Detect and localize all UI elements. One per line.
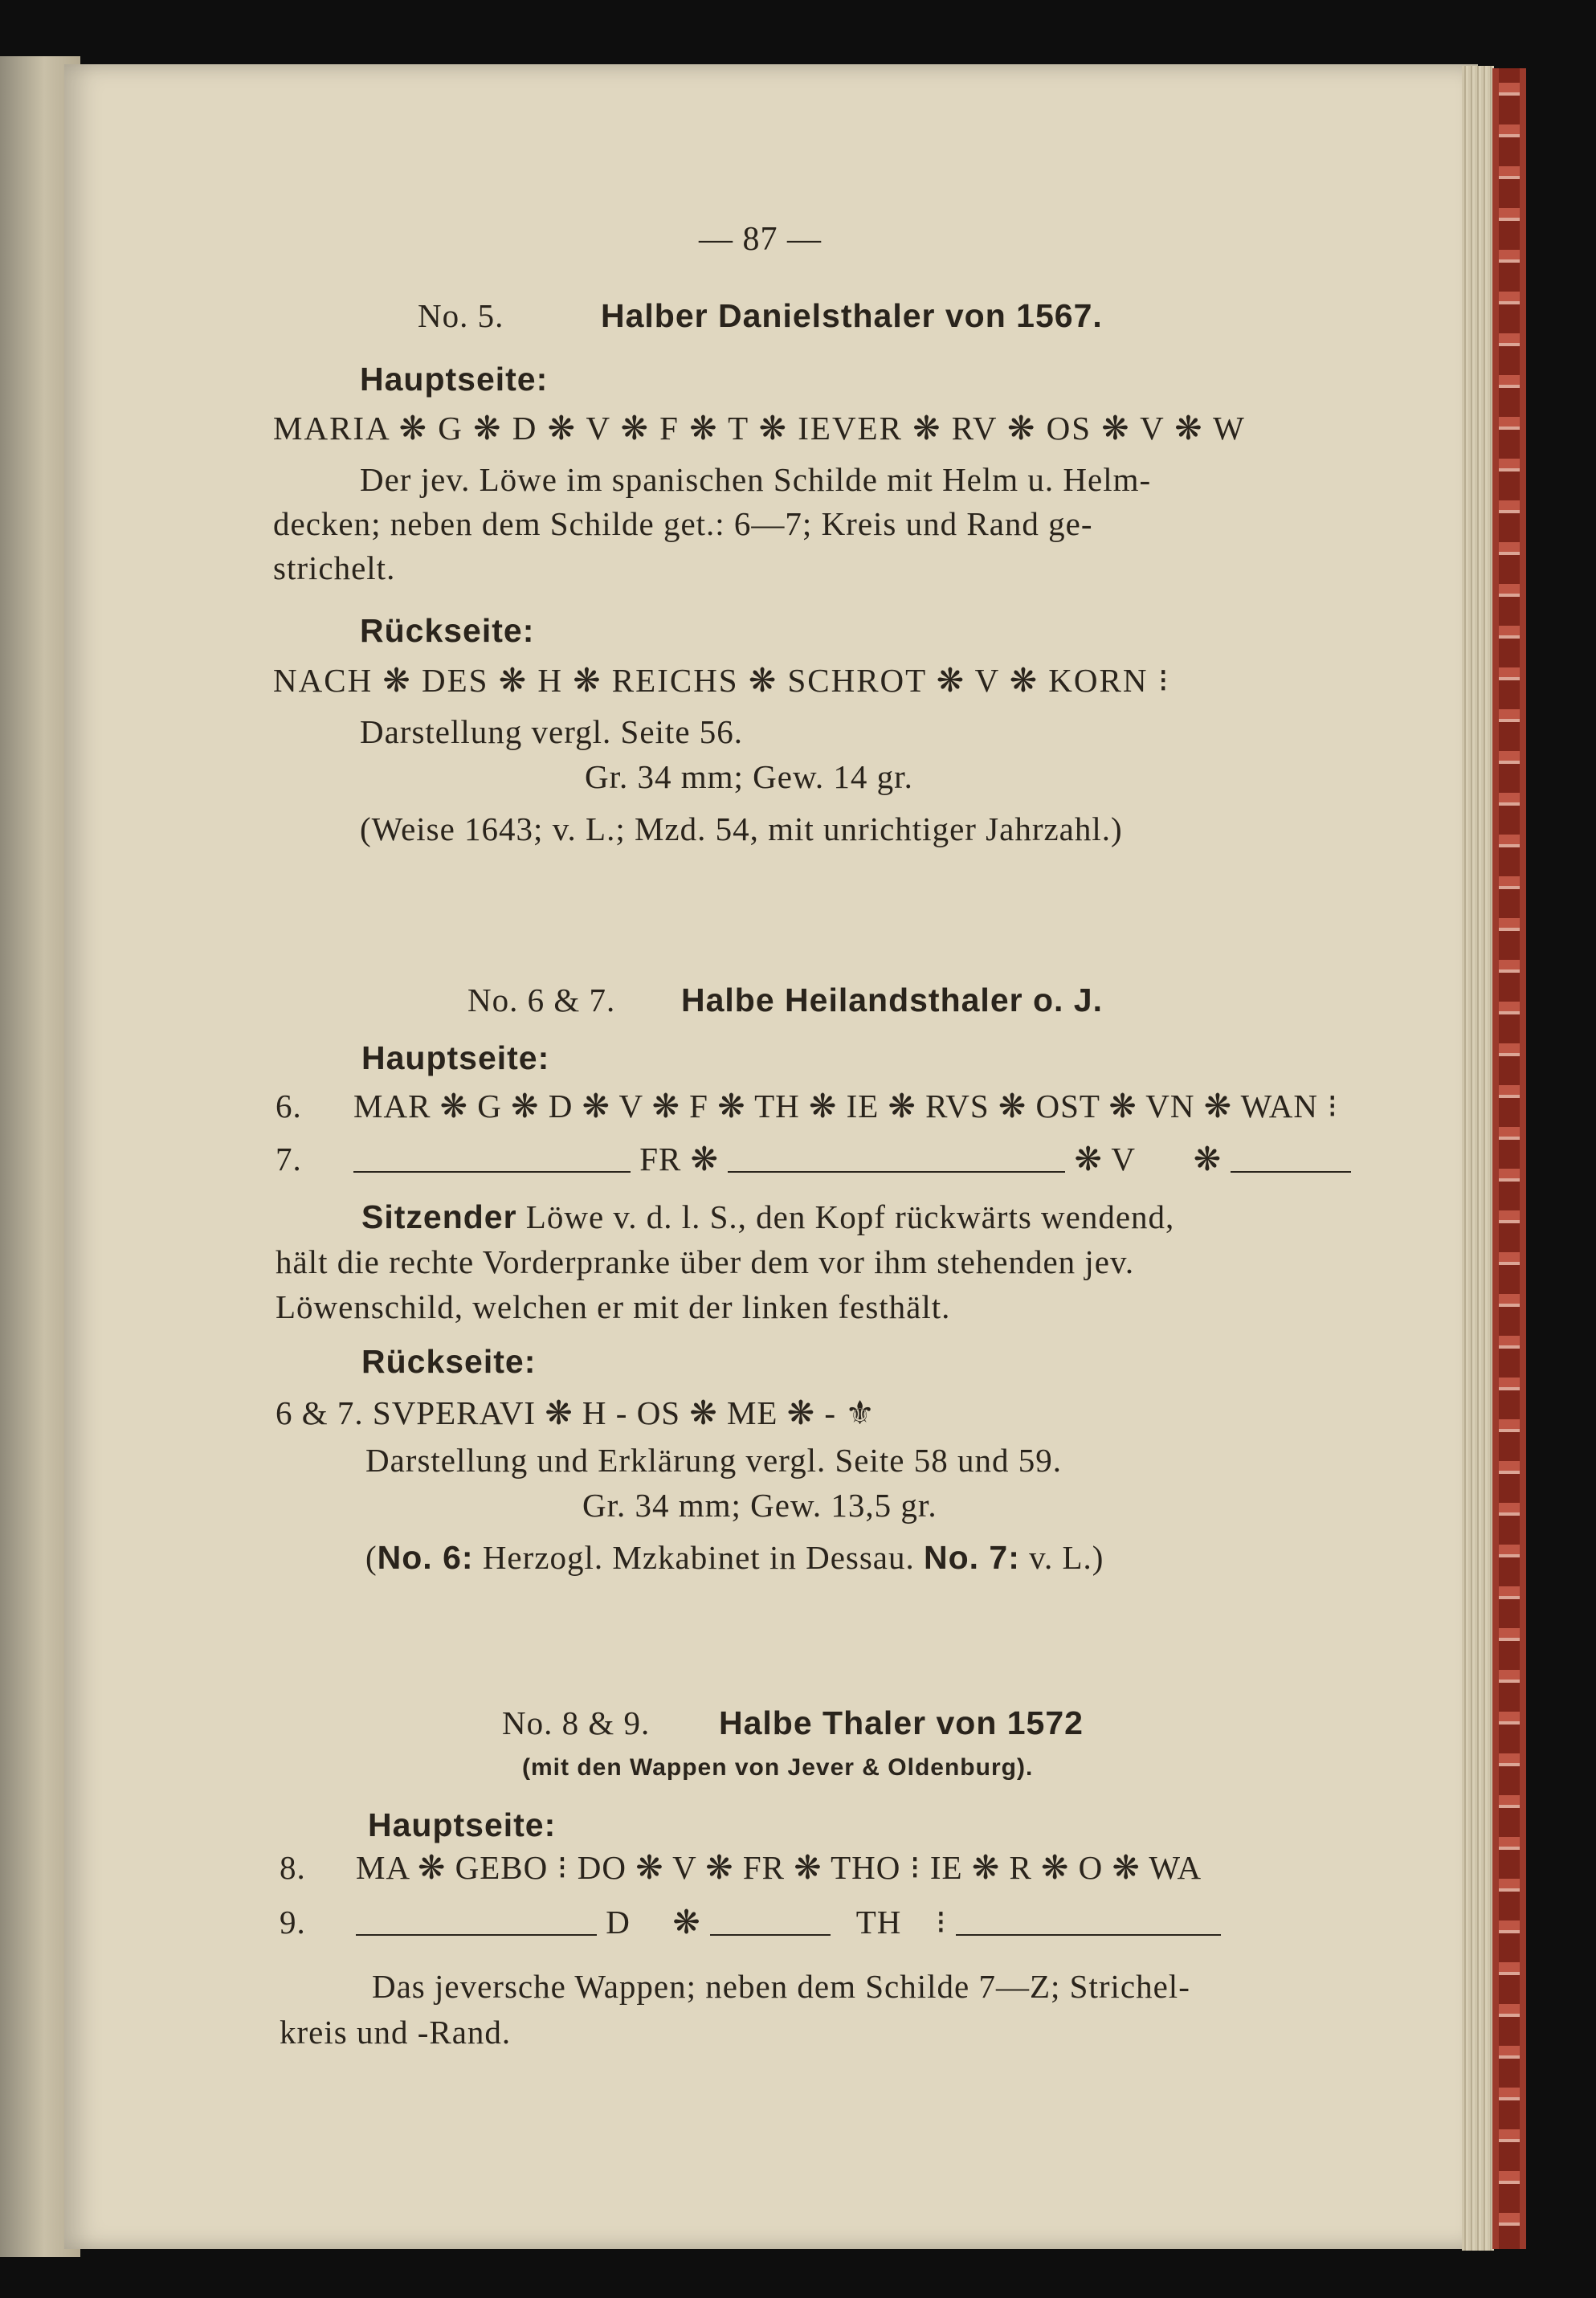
- section-5-front-label: Hauptseite:: [360, 361, 549, 398]
- row-7-legend: [353, 1139, 1351, 1179]
- section-5-back-label: Rückseite:: [360, 612, 535, 649]
- row-6-legend: MAR ❋ G ❋ D ❋ V ❋ F ❋ TH ❋ IE ❋ RVS ❋ OST ❋ VN ❋ WAN ⁝: [353, 1088, 1339, 1125]
- section-5-note: (Weise 1643; v. L.; Mzd. 54, mit unrichtiger Jahrzahl.): [360, 810, 1123, 847]
- section-6-7-desc-line-1: [361, 1197, 1174, 1237]
- section-8-9-front-label: Hauptseite:: [368, 1806, 557, 1843]
- row-7-part-c: ❋: [1193, 1141, 1223, 1178]
- section-5-back-desc: Darstellung vergl. Seite 56.: [360, 713, 744, 750]
- section-8-9-subtitle: (mit den Wappen von Jever & Oldenburg).: [522, 1754, 1034, 1781]
- note-label-7: No. 7:: [924, 1539, 1020, 1576]
- page-number: — 87 —: [699, 221, 822, 258]
- section-6-7-back-label: Rückseite:: [361, 1343, 537, 1380]
- section-6-7-back-legend: 6 & 7. SVPERAVI ❋ H - OS ❋ ME ❋ - ⚜: [276, 1394, 876, 1431]
- row-7-part-b: ❋ V: [1074, 1141, 1136, 1178]
- section-5-desc-line-1: Der jev. Löwe im spanischen Schilde mit Helm u. Helm-: [360, 461, 1152, 498]
- row-9-number: 9.: [280, 1904, 306, 1941]
- section-6-7-back-desc: Darstellung und Erklärung vergl. Seite 58 und 59.: [365, 1442, 1062, 1479]
- section-8-9-desc-line-1: Das jeversche Wappen; neben dem Schilde 7—Z; Strichel-: [372, 1968, 1190, 2005]
- section-8-9-number: No. 8 & 9.: [502, 1704, 651, 1741]
- section-6-7-number: No. 6 & 7.: [467, 982, 616, 1018]
- desc-lead-word: Sitzender: [361, 1198, 517, 1235]
- row-9-part-a: D: [606, 1904, 631, 1941]
- section-5-desc-line-2: decken; neben dem Schilde get.: 6—7; Kreis und Rand ge-: [273, 505, 1093, 542]
- section-6-7-front-label: Hauptseite:: [361, 1039, 550, 1076]
- row-6-number: 6.: [276, 1088, 302, 1125]
- row-7-part-a: FR ❋: [639, 1141, 720, 1178]
- row-8-number: 8.: [280, 1849, 306, 1886]
- section-6-7-title: Halbe Heilandsthaler o. J.: [681, 982, 1103, 1018]
- omission-line: [956, 1916, 1221, 1936]
- row-9-part-c: TH: [855, 1904, 902, 1941]
- section-5-number: No. 5.: [418, 297, 504, 334]
- row-9-part-d: ⁝: [935, 1904, 947, 1941]
- section-6-7-note: (No. 6: Herzogl. Mzkabinet in Dessau. No. 7: v. L.): [365, 1539, 1104, 1576]
- row-9-part-b: ❋: [672, 1904, 701, 1941]
- section-6-7-desc-line-2: hält die rechte Vorderpranke über dem vor ihm stehenden jev.: [276, 1243, 1135, 1280]
- row-7-number: 7.: [276, 1141, 302, 1178]
- omission-line: [710, 1916, 831, 1936]
- omission-line: [728, 1153, 1065, 1173]
- section-6-7-desc-line-3: Löwenschild, welchen er mit der linken festhält.: [276, 1288, 951, 1325]
- section-6-7-measure: Gr. 34 mm; Gew. 13,5 gr.: [582, 1487, 937, 1524]
- note-label-6: No. 6:: [377, 1539, 474, 1576]
- omission-line: [356, 1916, 597, 1936]
- row-9-legend: [356, 1902, 1221, 1942]
- omission-line: [353, 1153, 631, 1173]
- omission-line: [1231, 1153, 1351, 1173]
- desc-line-1-rest: Löwe v. d. l. S., den Kopf rückwärts wendend,: [525, 1198, 1175, 1235]
- section-5-front-legend: MARIA ❋ G ❋ D ❋ V ❋ F ❋ T ❋ IEVER ❋ RV ❋ OS ❋ V ❋ W: [273, 410, 1246, 447]
- section-8-9-desc-line-2: kreis und -Rand.: [280, 2014, 512, 2051]
- section-8-9-title: Halbe Thaler von 1572: [719, 1704, 1084, 1741]
- section-5-title: Halber Danielsthaler von 1567.: [601, 297, 1103, 334]
- row-8-legend: MA ❋ GEBO ⁝ DO ❋ V ❋ FR ❋ THO ⁝ IE ❋ R ❋ O ❋ WA: [356, 1849, 1202, 1886]
- section-5-back-legend: NACH ❋ DES ❋ H ❋ REICHS ❋ SCHROT ❋ V ❋ KORN ⁝: [273, 662, 1170, 699]
- section-5-desc-line-3: strichelt.: [273, 549, 396, 586]
- section-5-measure: Gr. 34 mm; Gew. 14 gr.: [585, 758, 913, 795]
